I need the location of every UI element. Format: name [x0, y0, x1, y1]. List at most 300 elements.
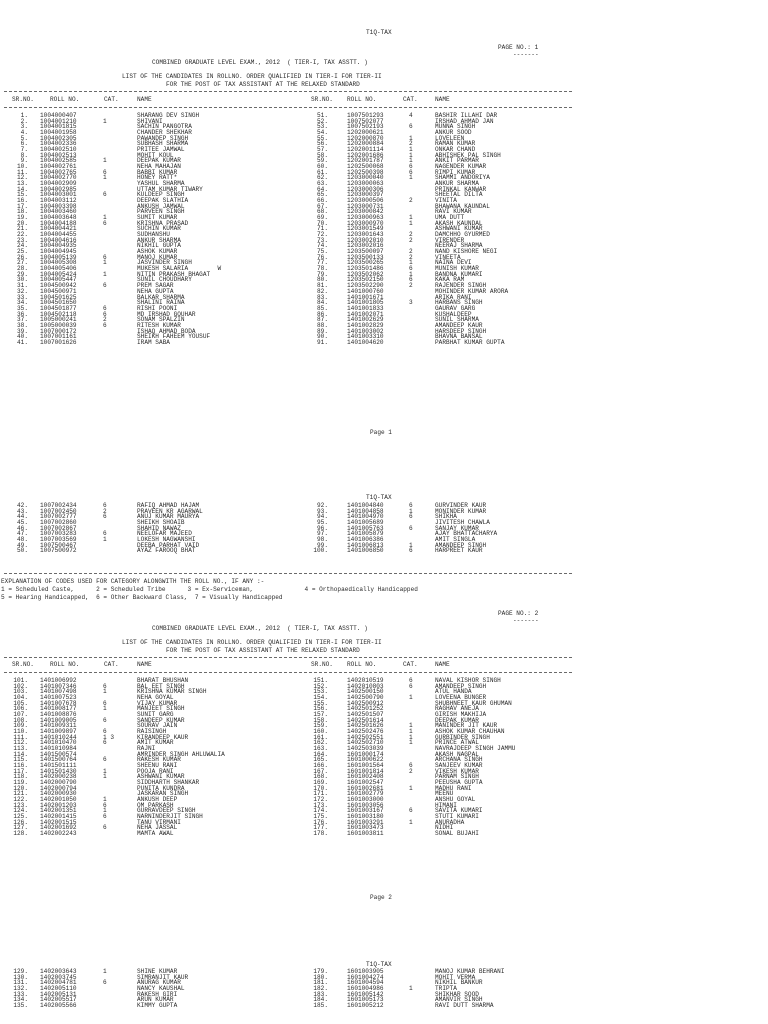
serial-number: 109.: [13, 722, 28, 730]
col-rollno: ROLL NO.: [347, 96, 377, 103]
page-number-underline: -------: [513, 51, 539, 58]
roll-number: 1004003001: [40, 191, 77, 199]
roll-number: 1601003905: [347, 968, 384, 975]
category-code: 6: [103, 756, 107, 764]
roll-number: 1401008177: [40, 705, 77, 713]
serial-number: 61.: [317, 168, 328, 176]
candidate-name: SHUBHNEET KAUR GHUMAN: [435, 699, 512, 707]
candidate-name: SUCHIN KUMAR: [137, 225, 181, 233]
serial-number: 53.: [317, 123, 328, 131]
serial-number: 93.: [317, 507, 328, 515]
roll-number: 1401007523: [40, 694, 77, 702]
candidate-name: BHAWANA KAUNDAL: [435, 202, 490, 210]
candidate-name: SOURAV JAIN: [137, 722, 178, 730]
explanation-rule: [4, 573, 572, 574]
candidate-name: SANJEEV KUMAR: [435, 762, 483, 770]
category-code: 1: [103, 214, 107, 222]
category-code: 6: [409, 276, 413, 284]
serial-number: 185.: [313, 1002, 328, 1010]
category-code: 1: [103, 270, 107, 278]
candidate-name: ANUJ KUMAR MAURYA: [137, 513, 200, 521]
roll-number: 1402501614: [347, 716, 384, 724]
serial-number: 126.: [13, 818, 28, 826]
serial-number: 59.: [317, 157, 328, 165]
roll-number: 1601004986: [347, 985, 384, 993]
serial-number: 81.: [317, 282, 328, 290]
serial-number: 151.: [313, 677, 328, 684]
roll-number: 1007001626: [40, 338, 77, 346]
candidate-name: SHIKHAR SOOD: [435, 990, 479, 998]
roll-number: 1402001415: [40, 813, 77, 821]
category-code: 6: [103, 699, 107, 707]
candidate-name: RISHI POONI: [137, 304, 178, 312]
roll-number: 1004002985: [40, 185, 77, 193]
roll-number: 1004002336: [40, 140, 77, 148]
explanation-heading: EXPLANATION OF CODES USED FOR CATEGORY ALONGWITH THE ROLL NO., IF ANY :-: [1, 578, 265, 585]
category-code: 2: [409, 197, 413, 205]
roll-number: 1601003167: [347, 807, 384, 815]
list-subtitle: FOR THE POST OF TAX ASSISTANT AT THE RELAXED STANDARD: [166, 81, 360, 88]
category-code: 1: [103, 807, 107, 815]
serial-number: 46.: [17, 524, 28, 532]
header-rule-top: [4, 657, 572, 658]
candidate-name: RAVI DUTT SHARMA: [435, 1002, 494, 1010]
table-row: [300, 831, 570, 837]
candidate-name: KRISHNA KUMAR SINGH: [137, 688, 207, 696]
candidate-name: GIRISH MAKHIJA: [435, 711, 487, 719]
serial-number: 120.: [13, 784, 28, 792]
candidate-name: MAMTA AWAL: [137, 830, 174, 838]
serial-number: 88.: [317, 321, 328, 329]
serial-number: 4.: [20, 129, 28, 137]
category-code: 6: [103, 253, 107, 261]
candidate-name: SHALINI RAINA: [137, 299, 185, 307]
serial-number: 184.: [313, 996, 328, 1004]
candidate-name: MUNNA SINGH: [435, 123, 476, 131]
serial-number: 2.: [20, 117, 28, 125]
category-code: 6: [103, 321, 107, 329]
list-title: LIST OF THE CANDIDATES IN ROLLNO. ORDER QUALIFIED IN TIER-I FOR TIER-II: [122, 73, 382, 80]
roll-number: 1004004935: [40, 242, 77, 250]
candidate-name: PARNAM SINGH: [435, 773, 479, 781]
candidate-name: KIRANDEEP KAUR: [137, 733, 189, 741]
candidate-name: BAL EET SINGH: [137, 682, 185, 690]
roll-number: 1402005110: [40, 985, 77, 993]
roll-number: 1004004945: [40, 248, 77, 256]
roll-number: 1401002829: [347, 321, 384, 329]
category-code: 2: [103, 507, 107, 515]
serial-number: 73.: [317, 236, 328, 244]
roll-number: 1004501625: [40, 293, 77, 301]
candidate-name: KAKA RAM: [435, 276, 465, 284]
col-cat: CAT.: [104, 96, 119, 103]
category-code: 2: [409, 140, 413, 148]
serial-number: 119.: [13, 779, 28, 787]
roll-number: 1401501430: [40, 767, 77, 775]
roll-number: 1007002860: [40, 519, 77, 527]
candidate-name: MANOJ KUMAR BEHRANI: [435, 968, 505, 975]
roll-number: 1401007678: [40, 699, 77, 707]
category-code: 6: [103, 219, 107, 227]
roll-number: 1202001787: [347, 157, 384, 165]
candidate-name: NAGENDER KUMAR: [435, 163, 487, 171]
candidate-name: GURVINDER KAUR: [435, 502, 487, 509]
category-code: 1: [103, 174, 107, 182]
serial-number: 117.: [13, 767, 28, 775]
serial-number: 121.: [13, 790, 28, 798]
candidate-name: UMA DUTT: [435, 214, 465, 222]
roll-number: 1203000397: [347, 191, 384, 199]
serial-number: 110.: [13, 728, 28, 736]
serial-number: 9.: [20, 157, 28, 165]
serial-number: 167.: [313, 767, 328, 775]
roll-number: 1402001203: [40, 801, 77, 809]
candidate-name: ANSHU GOYAL: [435, 796, 476, 804]
roll-number: 1004005139: [40, 253, 77, 261]
page-number-underline: -------: [513, 617, 539, 624]
candidate-name: SHARANG DEV SINGH: [137, 112, 200, 119]
roll-number: 1203001549: [347, 225, 384, 233]
serial-number: 86.: [317, 310, 328, 318]
candidate-name: KRISHNA PRASAD: [137, 219, 189, 227]
col-name: NAME: [435, 96, 450, 103]
candidate-name: RIMPI KUMAR: [435, 168, 476, 176]
roll-number: 1401003310: [347, 333, 384, 341]
candidate-name: IRSHAD AHMAD JAN: [435, 117, 494, 125]
candidate-name: RAVI KUMAR: [435, 208, 472, 216]
serial-number: 30.: [17, 276, 28, 284]
table-row: [300, 1003, 570, 1009]
serial-number: 33.: [17, 293, 28, 301]
serial-number: 154.: [313, 694, 328, 702]
category-code: 6: [103, 824, 107, 832]
serial-number: 6.: [20, 140, 28, 148]
serial-number: 75.: [317, 248, 328, 256]
roll-number: 1005000039: [40, 321, 77, 329]
candidate-name: ASHWANI KUMAR: [137, 773, 185, 781]
category-code: 6: [409, 265, 413, 273]
serial-number: 122.: [13, 796, 28, 804]
candidate-name: MOHIT KOUL: [137, 151, 174, 159]
serial-number: 3.: [20, 123, 28, 131]
category-code: 1: [103, 117, 107, 125]
serial-number: 10.: [17, 163, 28, 171]
roll-number: 1004004455: [40, 231, 77, 239]
roll-number: 1202000621: [347, 129, 384, 137]
category-code: 6: [103, 801, 107, 809]
roll-number: 1007500467: [40, 541, 77, 549]
candidate-name: SHIKHA: [435, 513, 457, 521]
candidate-name: MOHIT VERMA: [435, 973, 476, 981]
exam-title: COMBINED GRADUATE LEVEL EXAM., 2012 ( TIER-I, TAX ASSTT. ): [152, 625, 368, 632]
col-rollno: ROLL NO.: [347, 661, 377, 668]
serial-number: 131.: [13, 979, 28, 987]
candidate-name: PRINCE ATWAL: [435, 739, 479, 747]
col-srno: SR.NO.: [12, 96, 34, 103]
candidate-name: SHIVANI: [137, 117, 163, 125]
serial-number: 24.: [17, 242, 28, 250]
candidate-name: HONEY RATT*: [137, 174, 178, 182]
roll-number: 1601001564: [347, 762, 384, 770]
serial-number: 95.: [317, 519, 328, 527]
roll-number: 1203502150: [347, 276, 384, 284]
serial-number: 133.: [13, 990, 28, 998]
serial-number: 70.: [317, 219, 328, 227]
roll-number: 1402010519: [347, 677, 384, 684]
serial-number: 28.: [17, 265, 28, 273]
serial-number: 97.: [317, 530, 328, 538]
roll-number: 1004002765: [40, 168, 77, 176]
category-code: 6: [103, 813, 107, 821]
table-row: [300, 340, 570, 346]
candidate-name: PRITEE JAMWAL: [137, 146, 185, 154]
candidate-name: ASHOK KUMAR: [137, 248, 178, 256]
candidate-name: ATUL HANDA: [435, 688, 472, 696]
roll-number: 1401009311: [40, 722, 77, 730]
category-code: 1: [103, 767, 107, 775]
candidate-name: MANINDER JIT KAUR: [435, 722, 498, 730]
serial-number: 5.: [20, 134, 28, 142]
serial-number: 42.: [17, 502, 28, 509]
roll-number: 1203000731: [347, 202, 384, 210]
candidate-name: KUSHALDEEP: [435, 310, 472, 318]
serial-number: 39.: [17, 327, 28, 335]
category-code: 1: [409, 722, 413, 730]
col-srno: SR.NO.: [12, 661, 34, 668]
page-footer: Page 1: [370, 429, 392, 436]
category-code: 1: [409, 157, 413, 165]
category-code: 6: [409, 524, 413, 532]
category-code: 1: [409, 134, 413, 142]
candidate-name: BABBI KUMAR: [137, 168, 178, 176]
candidate-name: AMANDEEP KAUR: [435, 321, 483, 329]
serial-number: 64.: [317, 185, 328, 193]
candidate-name: SIMRANJIT KAUR: [137, 973, 189, 981]
candidate-name: AMIT KUMAR: [137, 739, 174, 747]
serial-number: 158.: [313, 716, 328, 724]
category-code: 2: [409, 253, 413, 261]
explanation-codes: 5 = Hearing Handicapped, 6 = Other Backward Class, 7 = Visually Handicapped: [1, 594, 283, 601]
serial-number: 8.: [20, 151, 28, 159]
roll-number: 1203000306: [347, 185, 384, 193]
serial-number: 163.: [313, 745, 328, 753]
serial-number: 115.: [13, 756, 28, 764]
serial-number: 11.: [17, 168, 28, 176]
category-code: 3: [409, 299, 413, 307]
col-srno: SR.NO.: [311, 96, 333, 103]
candidate-list-left: [0, 678, 300, 837]
candidate-name: NEHA GOYAL: [137, 694, 174, 702]
roll-number: 1401009897: [40, 728, 77, 736]
roll-number: 1004002513: [40, 151, 77, 159]
col-name: NAME: [137, 96, 152, 103]
serial-number: 27.: [17, 259, 28, 267]
category-code: 6: [103, 502, 107, 509]
candidate-name: HARSDEEP SINGH: [435, 327, 487, 335]
list-subtitle: FOR THE POST OF TAX ASSISTANT AT THE RELAXED STANDARD: [166, 647, 360, 654]
roll-number: 1402503039: [347, 745, 384, 753]
roll-number: 1401002629: [347, 316, 384, 324]
roll-number: 1004003648: [40, 214, 77, 222]
candidate-name: ANKUR SHARMA: [435, 180, 479, 188]
roll-number: 1601004274: [347, 973, 384, 981]
roll-number: 1402005566: [40, 1002, 77, 1010]
candidate-name: NEERAJ SHARMA: [435, 242, 483, 250]
roll-number: 1402001515: [40, 818, 77, 826]
serial-number: 36.: [17, 310, 28, 318]
serial-number: 166.: [313, 762, 328, 770]
serial-number: 111.: [13, 733, 28, 741]
candidate-list-left: [0, 503, 300, 554]
candidate-name: LOVEENA BUNGER: [435, 694, 487, 702]
candidate-name: HARBANS SINGH: [435, 299, 483, 307]
category-code: 6: [409, 163, 413, 171]
candidate-name: SAVITA KUMARI: [435, 807, 483, 815]
serial-number: 37.: [17, 316, 28, 324]
serial-number: 38.: [17, 321, 28, 329]
candidate-name: NAVAL KISHOR SINGH: [435, 677, 501, 684]
roll-number: 1004003398: [40, 202, 77, 210]
serial-number: 173.: [313, 801, 328, 809]
col-cat: CAT.: [104, 661, 119, 668]
serial-number: 26.: [17, 253, 28, 261]
candidate-name: NIKHIL BANKUR: [435, 979, 483, 987]
serial-number: 40.: [17, 333, 28, 341]
candidate-name: MD IRSHAD GOUHAR: [137, 310, 196, 318]
category-code: 1: [409, 784, 413, 792]
candidate-name: SHEIKH FAHEEM YOUSUF: [137, 333, 211, 341]
page-footer: Page 2: [370, 894, 392, 901]
roll-number: 1401006850: [347, 547, 384, 555]
candidate-name: NAINA DEVI: [435, 259, 472, 267]
serial-number: 43.: [17, 507, 28, 515]
candidate-name: HARPREET KAUR: [435, 547, 483, 555]
roll-number: 1601000174: [347, 750, 384, 758]
serial-number: 29.: [17, 270, 28, 278]
roll-number: 1004005308: [40, 259, 77, 267]
candidate-name: NEHA GUPTA: [137, 287, 174, 295]
roll-number: 1401005689: [347, 519, 384, 527]
roll-number: 1401004840: [347, 502, 384, 509]
candidate-name: RAMAN KUMAR: [435, 140, 476, 148]
serial-number: 90.: [317, 333, 328, 341]
candidate-name: NARNINDERJIT SINGH: [137, 813, 203, 821]
roll-number: 1004002761: [40, 163, 77, 171]
exam-title: COMBINED GRADUATE LEVEL EXAM., 2012 ( TIER-I, TAX ASSTT. ): [152, 59, 368, 66]
candidate-name: NITIN PRAKASH BHAGAT: [137, 270, 211, 278]
category-code: 6: [409, 123, 413, 131]
table-row: [0, 831, 300, 837]
roll-number: 1401005763: [347, 524, 384, 532]
category-code: 2: [409, 236, 413, 244]
serial-number: 7.: [20, 146, 28, 154]
category-code: 6: [409, 547, 413, 555]
serial-number: 159.: [313, 722, 328, 730]
roll-number: 1004003460: [40, 208, 77, 216]
roll-number: 1202000870: [347, 134, 384, 142]
header-rule-top: [4, 91, 572, 92]
serial-number: 67.: [317, 202, 328, 210]
serial-number: 113.: [13, 745, 28, 753]
candidate-name: MUKESH SALARIA W: [137, 265, 222, 273]
roll-number: 1401001833: [347, 304, 384, 312]
roll-number: 1402502710: [347, 739, 384, 747]
category-code: 6: [103, 979, 107, 987]
serial-number: 174.: [313, 807, 328, 815]
serial-number: 25.: [17, 248, 28, 256]
candidate-name: VIKESH KUMAR: [435, 767, 479, 775]
category-code: 6: [103, 530, 107, 538]
serial-number: 116.: [13, 762, 28, 770]
serial-number: 183.: [313, 990, 328, 998]
serial-number: 89.: [317, 327, 328, 335]
serial-number: 128.: [13, 830, 28, 838]
serial-number: 108.: [13, 716, 28, 724]
category-code: 6: [103, 682, 107, 690]
serial-number: 51.: [317, 112, 328, 119]
category-code: 1: [409, 985, 413, 993]
serial-number: 91.: [317, 338, 328, 346]
candidate-list-right: [300, 113, 570, 346]
serial-number: 20.: [17, 219, 28, 227]
candidate-name: ISHAQ AHMAD BODA: [137, 327, 196, 335]
serial-number: 56.: [317, 140, 328, 148]
roll-number: 1007002777: [40, 513, 77, 521]
serial-number: 82.: [317, 287, 328, 295]
serial-number: 84.: [317, 299, 328, 307]
roll-number: 1007003283: [40, 530, 77, 538]
candidate-name: ASHWANI KUMAR: [435, 225, 483, 233]
roll-number: 1203000063: [347, 180, 384, 188]
serial-number: 48.: [17, 536, 28, 544]
candidate-name: NIKHIL GUPTA: [137, 242, 181, 250]
candidate-name: ANKUR SHARMA: [137, 236, 181, 244]
serial-number: 94.: [317, 513, 328, 521]
roll-number: 1402501507: [347, 711, 384, 719]
roll-number: 1402500790: [347, 694, 384, 702]
roll-number: 1004005424: [40, 270, 77, 278]
page-number: PAGE NO.: 1: [498, 44, 539, 51]
category-code: 1: [409, 174, 413, 182]
category-code: 1: [103, 157, 107, 165]
roll-number: 1203502290: [347, 282, 384, 290]
candidate-name: MADHU RANI: [435, 784, 472, 792]
roll-number: 1401006813: [347, 541, 384, 549]
candidate-name: RAKESH GIRI: [137, 990, 178, 998]
candidate-name: OM PARKASH: [137, 801, 174, 809]
candidate-name: SANDEEP KUMAR: [137, 716, 185, 724]
candidate-name: IRAM SABA: [137, 338, 170, 346]
serial-number: 41.: [17, 338, 28, 346]
category-code: 1 3: [103, 733, 114, 741]
roll-number: 1203002016: [347, 242, 384, 250]
serial-number: 106.: [13, 705, 28, 713]
category-code: 1: [103, 796, 107, 804]
roll-number: 1402001050: [40, 796, 77, 804]
candidate-name: SONAM SPALZIN: [137, 316, 185, 324]
roll-number: 1004002585: [40, 157, 77, 165]
serial-number: 47.: [17, 530, 28, 538]
candidate-name: AMANDEEP SINGH: [435, 682, 487, 690]
roll-number: 1007003569: [40, 536, 77, 544]
category-code: 1: [409, 507, 413, 515]
roll-number: 1401500764: [40, 756, 77, 764]
serial-number: 55.: [317, 134, 328, 142]
serial-number: 180.: [313, 973, 328, 981]
serial-number: 85.: [317, 304, 328, 312]
serial-number: 65.: [317, 191, 328, 199]
serial-number: 177.: [313, 824, 328, 832]
